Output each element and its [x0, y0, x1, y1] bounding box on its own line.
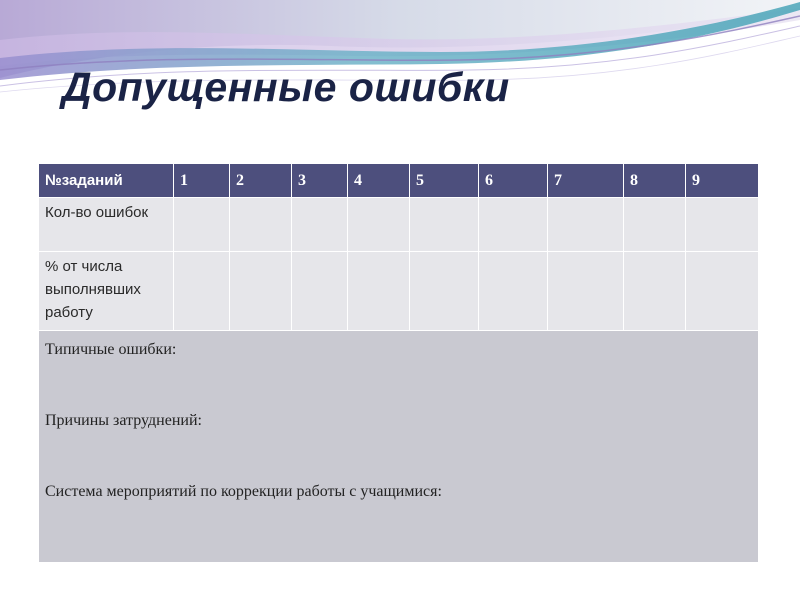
- error-count-cell: [292, 198, 348, 252]
- errors-table: [38, 163, 759, 563]
- error-count-cell: [348, 198, 410, 252]
- note-typical-errors: Типичные ошибки:: [45, 341, 177, 358]
- table-row-error-count: [39, 198, 759, 252]
- task-number-cell: 3: [292, 164, 348, 198]
- error-count-cell: [548, 198, 624, 252]
- percent-cell: [292, 252, 348, 331]
- error-count-cell: [479, 198, 548, 252]
- percent-cell: [410, 252, 479, 331]
- task-number-cell: 5: [410, 164, 479, 198]
- error-count-cell: [410, 198, 479, 252]
- table-row-percent: [39, 252, 759, 331]
- row-label-percent: % от числа выполнявших работу: [39, 252, 174, 331]
- error-count-cell: [174, 198, 230, 252]
- row-label-error-count: Кол-во ошибок: [39, 198, 174, 252]
- task-number-cell: 6: [479, 164, 548, 198]
- task-number-cell: 9: [686, 164, 759, 198]
- task-number-cell: 4: [348, 164, 410, 198]
- table-header-row: [39, 164, 759, 198]
- page-title: Допущенные ошибки: [62, 64, 510, 110]
- percent-cell: [624, 252, 686, 331]
- percent-cell: [348, 252, 410, 331]
- percent-cell: [174, 252, 230, 331]
- table-row-notes: [39, 331, 759, 563]
- notes-cell: [39, 331, 759, 563]
- error-count-cell: [230, 198, 292, 252]
- task-number-cell: 1: [174, 164, 230, 198]
- percent-cell: [479, 252, 548, 331]
- task-number-cell: 7: [548, 164, 624, 198]
- percent-cell: [686, 252, 759, 331]
- error-count-cell: [686, 198, 759, 252]
- note-difficulty-causes: Причины затруднений:: [45, 412, 202, 429]
- task-number-cell: 2: [230, 164, 292, 198]
- task-number-cell: 8: [624, 164, 686, 198]
- percent-cell: [548, 252, 624, 331]
- header-label-cell: №заданий: [39, 164, 174, 198]
- percent-cell: [230, 252, 292, 331]
- note-correction-measures: Система мероприятий по коррекции работы с учащимися:: [45, 483, 442, 500]
- error-count-cell: [624, 198, 686, 252]
